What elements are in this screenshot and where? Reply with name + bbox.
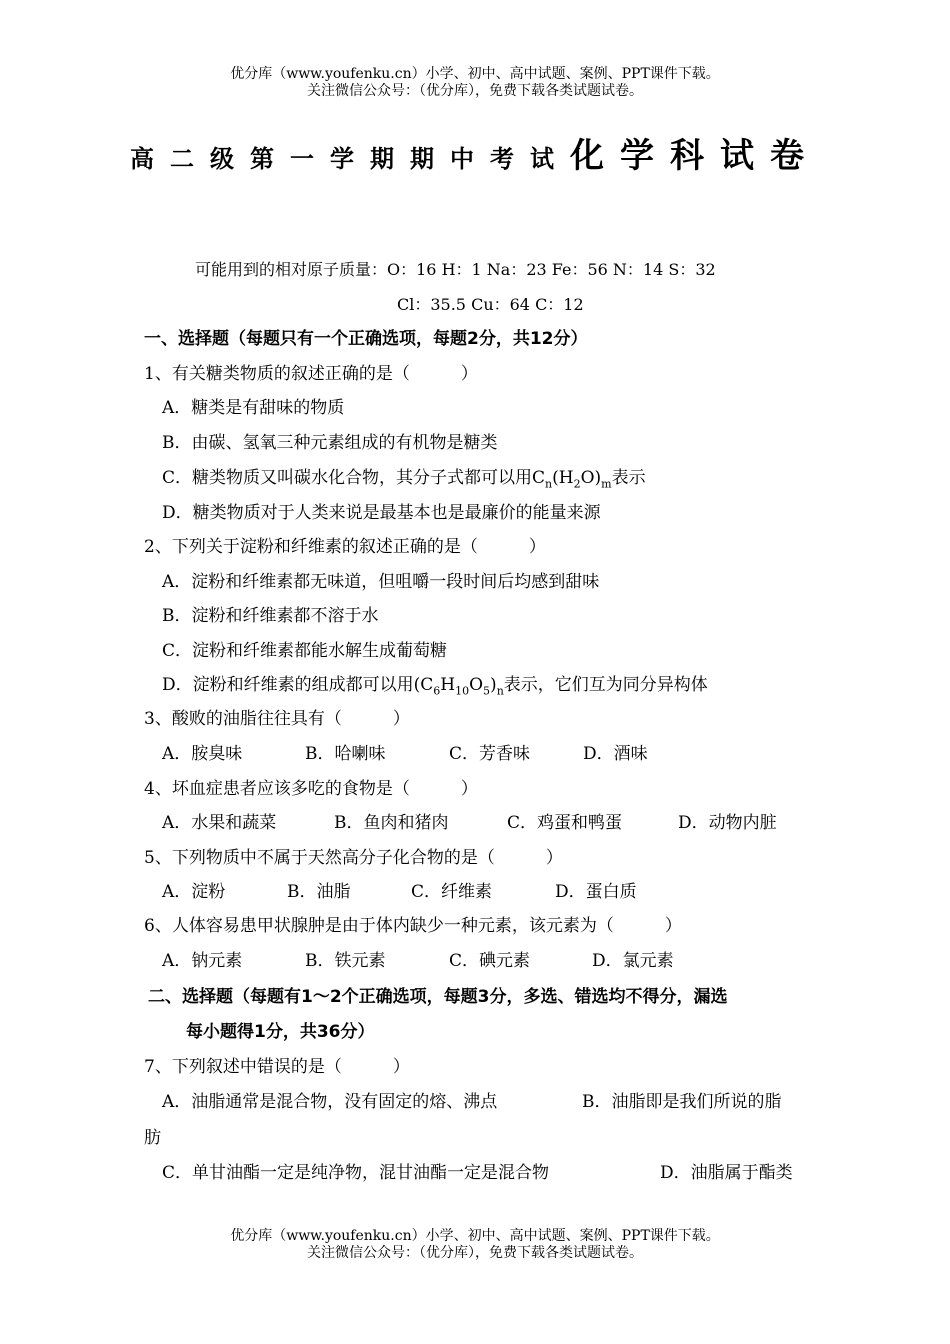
question-6-option-d: D．氯元素 (592, 951, 674, 971)
question-1-option-d: D．糖类物质对于人类来说是最基本也是最廉价的能量来源 (162, 503, 601, 523)
page-header (0, 66, 950, 100)
question-5-stem: 5、下列物质中不属于天然高分子化合物的是（ ） (144, 848, 563, 868)
q1-c-text-3: O) (580, 468, 602, 488)
section-2-heading-line-2: 每小题得1分，共36分） (186, 1022, 375, 1042)
q1-c-text-2: (H (552, 468, 574, 488)
section-1-heading: 一、选择题（每题只有一个正确选项，每题2分，共12分） (144, 329, 588, 349)
question-2-stem: 2、下列关于淀粉和纤维素的叙述正确的是（ ） (144, 537, 546, 557)
question-1-option-b: B．由碳、氢氧三种元素组成的有机物是糖类 (162, 433, 498, 453)
question-5-option-c: C．纤维素 (411, 882, 493, 902)
question-5-option-a: A．淀粉 (162, 882, 226, 902)
question-6-option-c: C．碘元素 (449, 951, 531, 971)
question-6-option-b: B．铁元素 (305, 951, 386, 971)
question-4-stem: 4、坏血症患者应该多吃的食物是（ ） (144, 779, 478, 799)
question-1-stem: 1、有关糖类物质的叙述正确的是（ ） (144, 364, 478, 384)
q2-d-sub-n: n (496, 684, 504, 698)
question-6-option-a: A．钠元素 (162, 951, 243, 971)
question-3-option-a: A．胺臭味 (162, 744, 243, 764)
q2-d-text-1: D．淀粉和纤维素的组成都可以用(C (162, 675, 434, 695)
question-4-option-d: D．动物内脏 (678, 813, 777, 833)
atomic-masses-line-1: 可能用到的相对原子质量：O：16 H：1 Na：23 Fe：56 N：14 S：32 (195, 260, 716, 279)
question-7-option-d: D．油脂属于酯类 (660, 1163, 793, 1183)
question-3-option-d: D．酒味 (583, 744, 648, 764)
title-part-1: 高二级第一学期期中考试 (130, 145, 570, 173)
q2-d-sub-5: 5 (483, 684, 491, 698)
question-2-option-c: C．淀粉和纤维素都能水解生成葡萄糖 (162, 641, 448, 661)
footer-line-2: 关注微信公众号：（优分库），免费下载各类试题试卷。 (307, 1245, 643, 1261)
q1-c-sub-m: m (601, 477, 612, 491)
q1-c-sub-2: 2 (573, 477, 581, 491)
q2-d-text-close: ) (490, 675, 497, 695)
question-3-option-c: C．芳香味 (449, 744, 531, 764)
question-2-option-b: B．淀粉和纤维素都不溶于水 (162, 606, 379, 626)
question-3-stem: 3、酸败的油脂往往具有（ ） (144, 709, 410, 729)
question-1-option-c (162, 466, 646, 496)
q2-d-text-h: H (440, 675, 456, 695)
question-1-option-a: A．糖类是有甜味的物质 (162, 398, 345, 418)
q1-c-sub-n: n (545, 477, 553, 491)
question-7-option-c: C．单甘油酯一定是纯净物，混甘油酯一定是混合物 (162, 1163, 550, 1183)
q2-d-text-2: 表示，它们互为同分异构体 (503, 675, 708, 695)
question-3-option-b: B．哈喇味 (305, 744, 386, 764)
question-5-option-d: D．蛋白质 (555, 882, 637, 902)
page-footer (0, 1228, 950, 1262)
q2-d-sub-6: 6 (433, 684, 441, 698)
exam-title (0, 128, 950, 177)
question-2-option-d (162, 673, 708, 703)
section-2-heading-line-1: 二、选择题（每题有1～2个正确选项，每题3分，多选、错选均不得分，漏选 (148, 987, 728, 1007)
question-5-option-b: B．油脂 (287, 882, 351, 902)
footer-line-1: 优分库（www.youfenku.cn）小学、初中、高中试题、案例、PPT课件下载。 (230, 1228, 720, 1244)
question-7-option-a: A．油脂通常是混合物，没有固定的熔、沸点 (162, 1092, 498, 1112)
question-6-stem: 6、人体容易患甲状腺肿是由于体内缺少一种元素，该元素为（ ） (144, 916, 682, 936)
question-7-stem: 7、下列叙述中错误的是（ ） (144, 1057, 410, 1077)
header-line-1: 优分库（www.youfenku.cn）小学、初中、高中试题、案例、PPT课件下载。 (230, 66, 720, 82)
question-7-option-b: B．油脂即是我们所说的脂 (582, 1092, 782, 1112)
question-4-option-c: C．鸡蛋和鸭蛋 (507, 813, 623, 833)
header-line-2: 关注微信公众号：（优分库），免费下载各类试题试卷。 (307, 83, 643, 99)
question-4-option-a: A．水果和蔬菜 (162, 813, 277, 833)
atomic-masses-line-2: Cl：35.5 Cu：64 C：12 (397, 295, 584, 314)
question-7-option-b-continued: 肪 (144, 1128, 161, 1148)
question-2-option-a: A．淀粉和纤维素都无味道，但咀嚼一段时间后均感到甜味 (162, 572, 600, 592)
q2-d-sub-10: 10 (455, 684, 470, 698)
q2-d-text-o: O (469, 675, 484, 695)
q1-c-text-4: 表示 (611, 468, 646, 488)
q1-c-text-1: C．糖类物质又叫碳水化合物，其分子式都可以用C (162, 468, 546, 488)
title-part-2: 化学科试卷 (570, 136, 820, 176)
question-4-option-b: B．鱼肉和猪肉 (334, 813, 449, 833)
